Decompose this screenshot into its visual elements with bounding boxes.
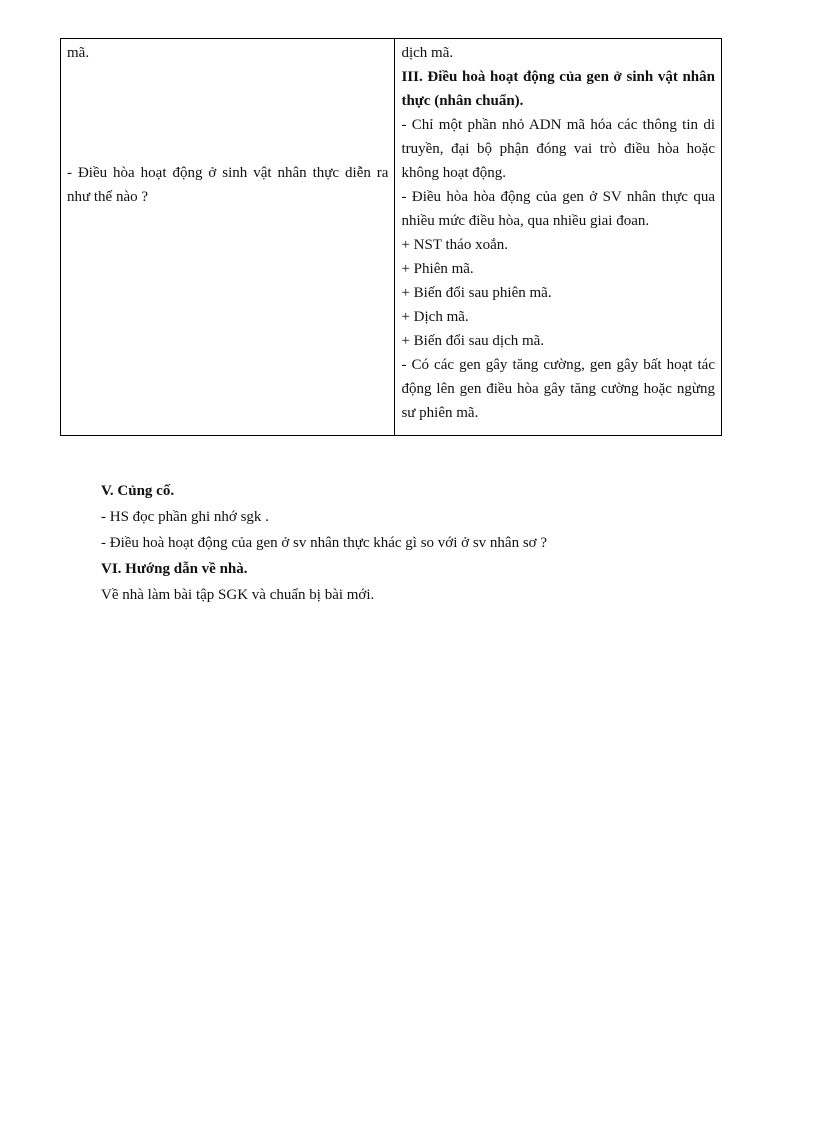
lesson-table: [60, 38, 722, 436]
paragraph-3: - Có các gen gây tăng cường, gen gây bất hoạt tác động lên gen điều hòa gây tăng cường hoặc ngừng sư phiên mã.: [401, 357, 715, 421]
spacer: [67, 65, 388, 161]
section5-line-2: - Điều hoà hoạt động của gen ở sv nhân thực khác gì so với ở sv nhân sơ ?: [101, 535, 548, 551]
content-cell: [395, 39, 722, 436]
left-top-text: mã.: [67, 45, 90, 61]
list-item: + Phiên mã.: [401, 261, 474, 277]
question-text: - Điều hòa hoạt động ở sinh vật nhân thực diễn ra như thế nào ?: [67, 165, 389, 205]
list-item: + NST tháo xoắn.: [401, 237, 508, 253]
teacher-activity-cell: [61, 39, 395, 436]
after-table-content: [101, 478, 701, 608]
section5-heading: V. Củng cố.: [101, 483, 175, 499]
paragraph-1: - Chỉ một phần nhỏ ADN mã hóa các thông tin di truyền, đại bộ phận đóng vai trò điều hòa hoặc không hoạt động.: [401, 117, 715, 181]
paragraph-2: - Điều hòa hòa động của gen ở SV nhân thực qua nhiều mức điều hòa, qua nhiều giai đoan.: [401, 189, 715, 229]
table-row: [61, 39, 722, 436]
list-item: + Dịch mã.: [401, 309, 469, 325]
section3-heading: III. Điều hoà hoạt động của gen ở sinh vật nhân thực (nhân chuẩn).: [401, 69, 715, 109]
section6-heading: VI. Hướng dẫn về nhà.: [101, 561, 248, 577]
section5-line-1: - HS đọc phần ghi nhớ sgk .: [101, 509, 269, 525]
right-top-text: dịch mã.: [401, 45, 454, 61]
list-item: + Biến đổi sau phiên mã.: [401, 285, 552, 301]
section6-line-1: Về nhà làm bài tập SGK và chuẩn bị bài mới.: [101, 587, 375, 603]
list-item: + Biến đổi sau dịch mã.: [401, 333, 545, 349]
